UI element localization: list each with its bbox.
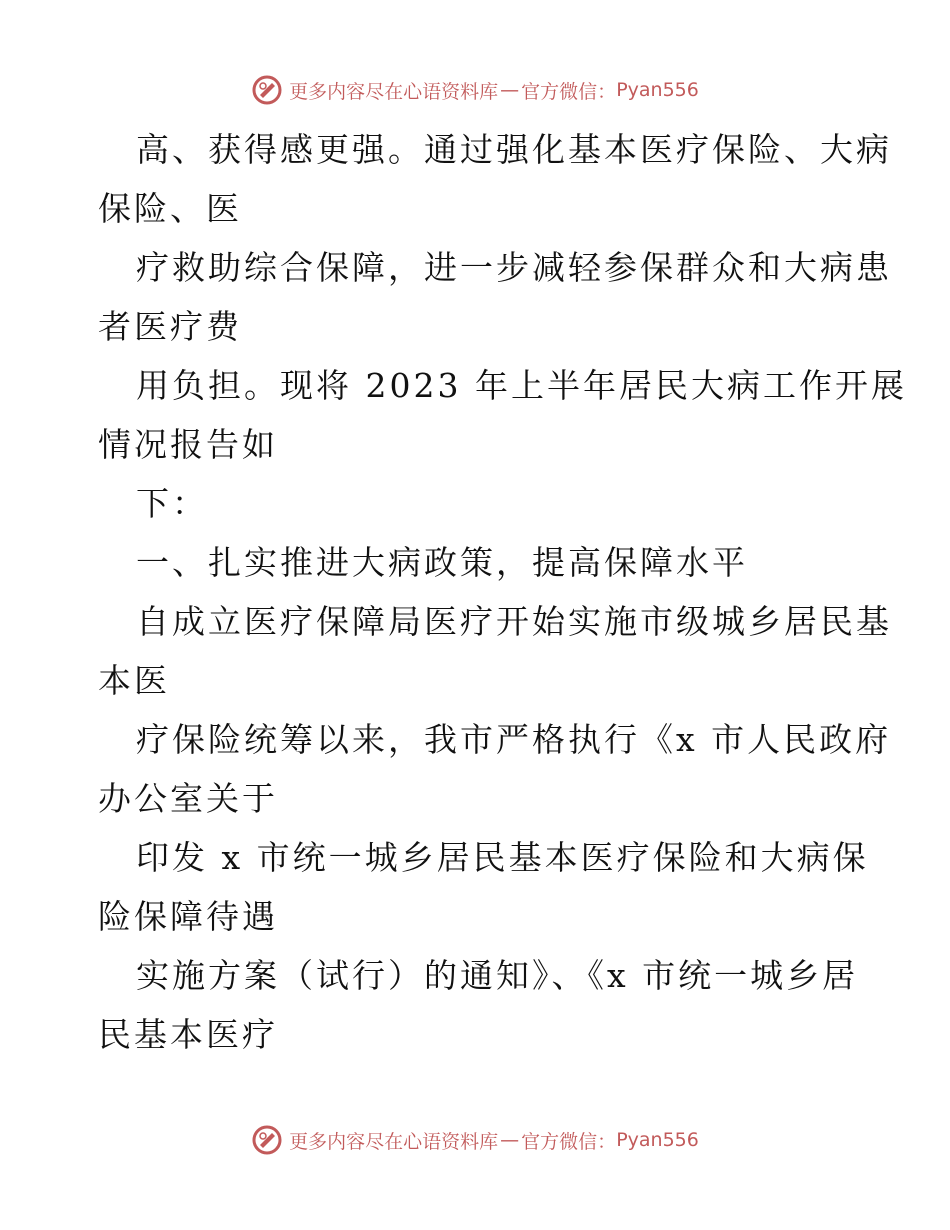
header-banner xyxy=(0,70,950,110)
text-line: 者医疗费 xyxy=(98,307,242,346)
banner-separator: — xyxy=(500,1129,520,1151)
text-line: 保险、医 xyxy=(98,189,242,228)
banner-title: 更多内容尽在心语资料库 xyxy=(289,80,499,103)
banner-title: 更多内容尽在心语资料库 xyxy=(289,1130,499,1153)
text-line: 情况报告如 xyxy=(98,425,278,464)
text-line: 办公室关于 xyxy=(98,779,278,818)
text-line: 本医 xyxy=(98,661,170,700)
section-heading: 一、扎实推进大病政策，提高保障水平 xyxy=(136,543,748,582)
text-line: 高、获得感更强。通过强化基本医疗保险、大病 xyxy=(136,130,892,169)
text-line: 下： xyxy=(136,484,208,523)
footer-banner xyxy=(0,1120,950,1160)
text-line: 疗救助综合保障，进一步减轻参保群众和大病患 xyxy=(136,248,892,287)
text-line: 险保障待遇 xyxy=(98,897,278,936)
logo-icon xyxy=(251,74,283,106)
banner-wechat-id: Pyan556 xyxy=(616,1129,699,1151)
banner-wechat-label: 官方微信： xyxy=(521,80,617,103)
text-line: 民基本医疗 xyxy=(98,1015,278,1054)
logo-icon xyxy=(251,1124,283,1156)
text-line: 实施方案（试行）的通知》、《x 市统一城乡居 xyxy=(136,956,859,995)
document-body xyxy=(98,120,907,1064)
text-line: 疗保险统筹以来，我市严格执行《x 市人民政府 xyxy=(136,720,892,759)
banner-separator: — xyxy=(500,79,520,101)
text-line: 用负担。现将 2023 年上半年居民大病工作开展 xyxy=(136,366,907,405)
banner-wechat-label: 官方微信： xyxy=(521,1130,617,1153)
banner-wechat-id: Pyan556 xyxy=(616,79,699,101)
text-line: 印发 x 市统一城乡居民基本医疗保险和大病保 xyxy=(136,838,869,877)
text-line: 自成立医疗保障局医疗开始实施市级城乡居民基 xyxy=(136,602,892,641)
